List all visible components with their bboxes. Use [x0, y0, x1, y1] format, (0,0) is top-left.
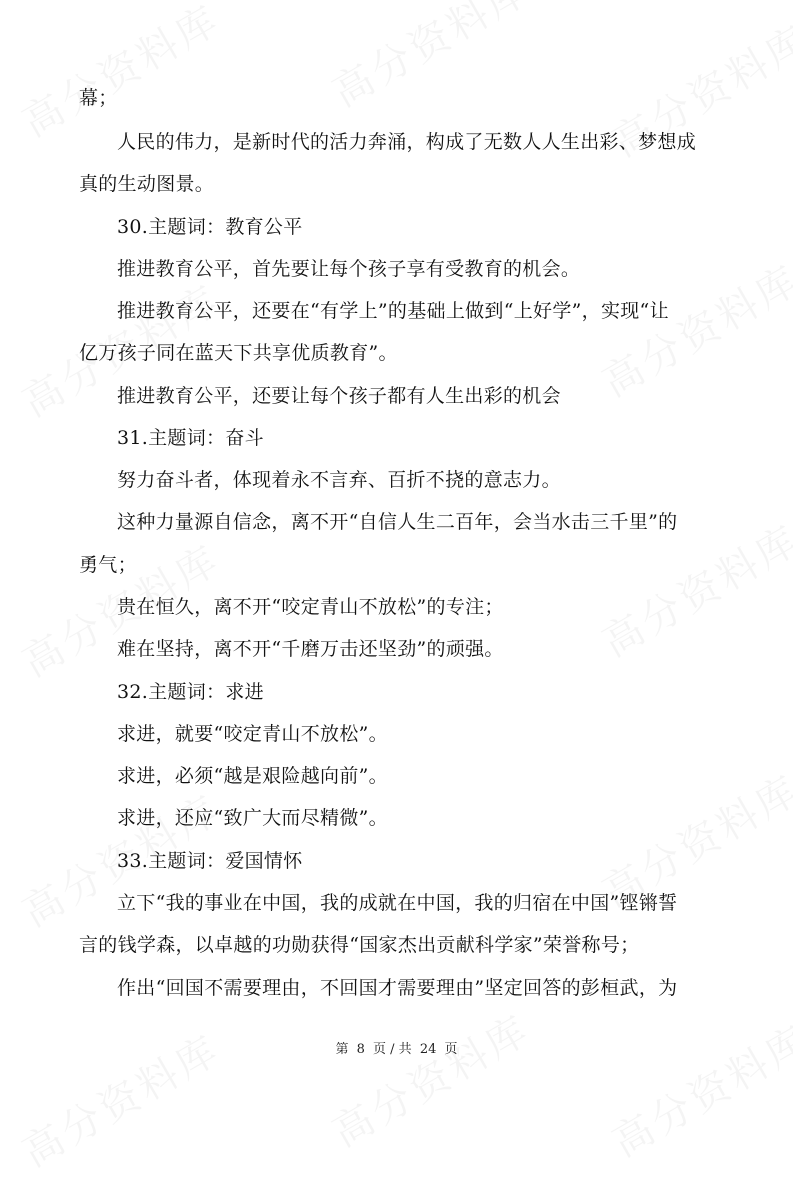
paragraph-line: 人民的伟力，是新时代的活力奔涌，构成了无数人人生出彩、梦想成: [117, 131, 697, 153]
paragraph-line: 真的生动图景。: [79, 173, 215, 195]
paragraph-line: 贵在恒久，离不开“咬定青山不放松”的专注；: [117, 596, 504, 618]
watermark: [600, 1009, 793, 1168]
paragraph-line: 作出“回国不需要理由，不回国才需要理由”坚定回答的彭桓武，为: [117, 977, 678, 999]
page-footer: [0, 1038, 793, 1057]
paragraph-line: 亿万孩子同在蓝天下共享优质教育”。: [79, 342, 398, 364]
page-label-mid: 页 / 共: [373, 1042, 412, 1057]
section-heading: 31.主题词：奋斗: [117, 427, 264, 449]
paragraph-line: 推进教育公平，还要在“有学上”的基础上做到“上好学”，实现“让: [117, 300, 669, 322]
section-heading: 33.主题词：爱国情怀: [117, 850, 303, 872]
paragraph-line: 这种力量源自信念，离不开“自信人生二百年，会当水击三千里”的: [117, 511, 678, 533]
paragraph-line: 求进，必须“越是艰险越向前”。: [117, 765, 388, 787]
paragraph-line: 言的钱学森，以卓越的功勋获得“国家杰出贡献科学家”荣誉称号；: [79, 934, 640, 956]
watermark: [10, 0, 229, 148]
paragraph-line: 立下“我的事业在中国，我的成就在中国，我的归宿在中国”铿锵誓: [117, 892, 678, 914]
total-pages: 24: [419, 1042, 437, 1057]
page-label-suffix: 页: [444, 1042, 458, 1057]
paragraph-line: 推进教育公平，还要让每个孩子都有人生出彩的机会: [117, 385, 561, 407]
section-heading: 30.主题词：教育公平: [117, 216, 303, 238]
paragraph-line: 幕；: [79, 87, 118, 109]
paragraph-line: 求进，还应“致广大而尽精微”。: [117, 807, 388, 829]
paragraph-line: 勇气；: [79, 554, 137, 576]
page-label-prefix: 第: [335, 1042, 349, 1057]
section-heading: 32.主题词：求进: [117, 681, 264, 703]
paragraph-line: 难在坚持，离不开“千磨万击还坚劲”的顽强。: [117, 638, 504, 660]
watermark: [320, 999, 539, 1158]
page-number: 8: [356, 1042, 365, 1057]
paragraph-line: 求进，就要“咬定青山不放松”。: [117, 723, 388, 745]
paragraph-line: 努力奋斗者，体现着永不言弃、百折不挠的意志力。: [117, 469, 561, 491]
paragraph-line: 推进教育公平，首先要让每个孩子享有受教育的机会。: [117, 258, 581, 280]
